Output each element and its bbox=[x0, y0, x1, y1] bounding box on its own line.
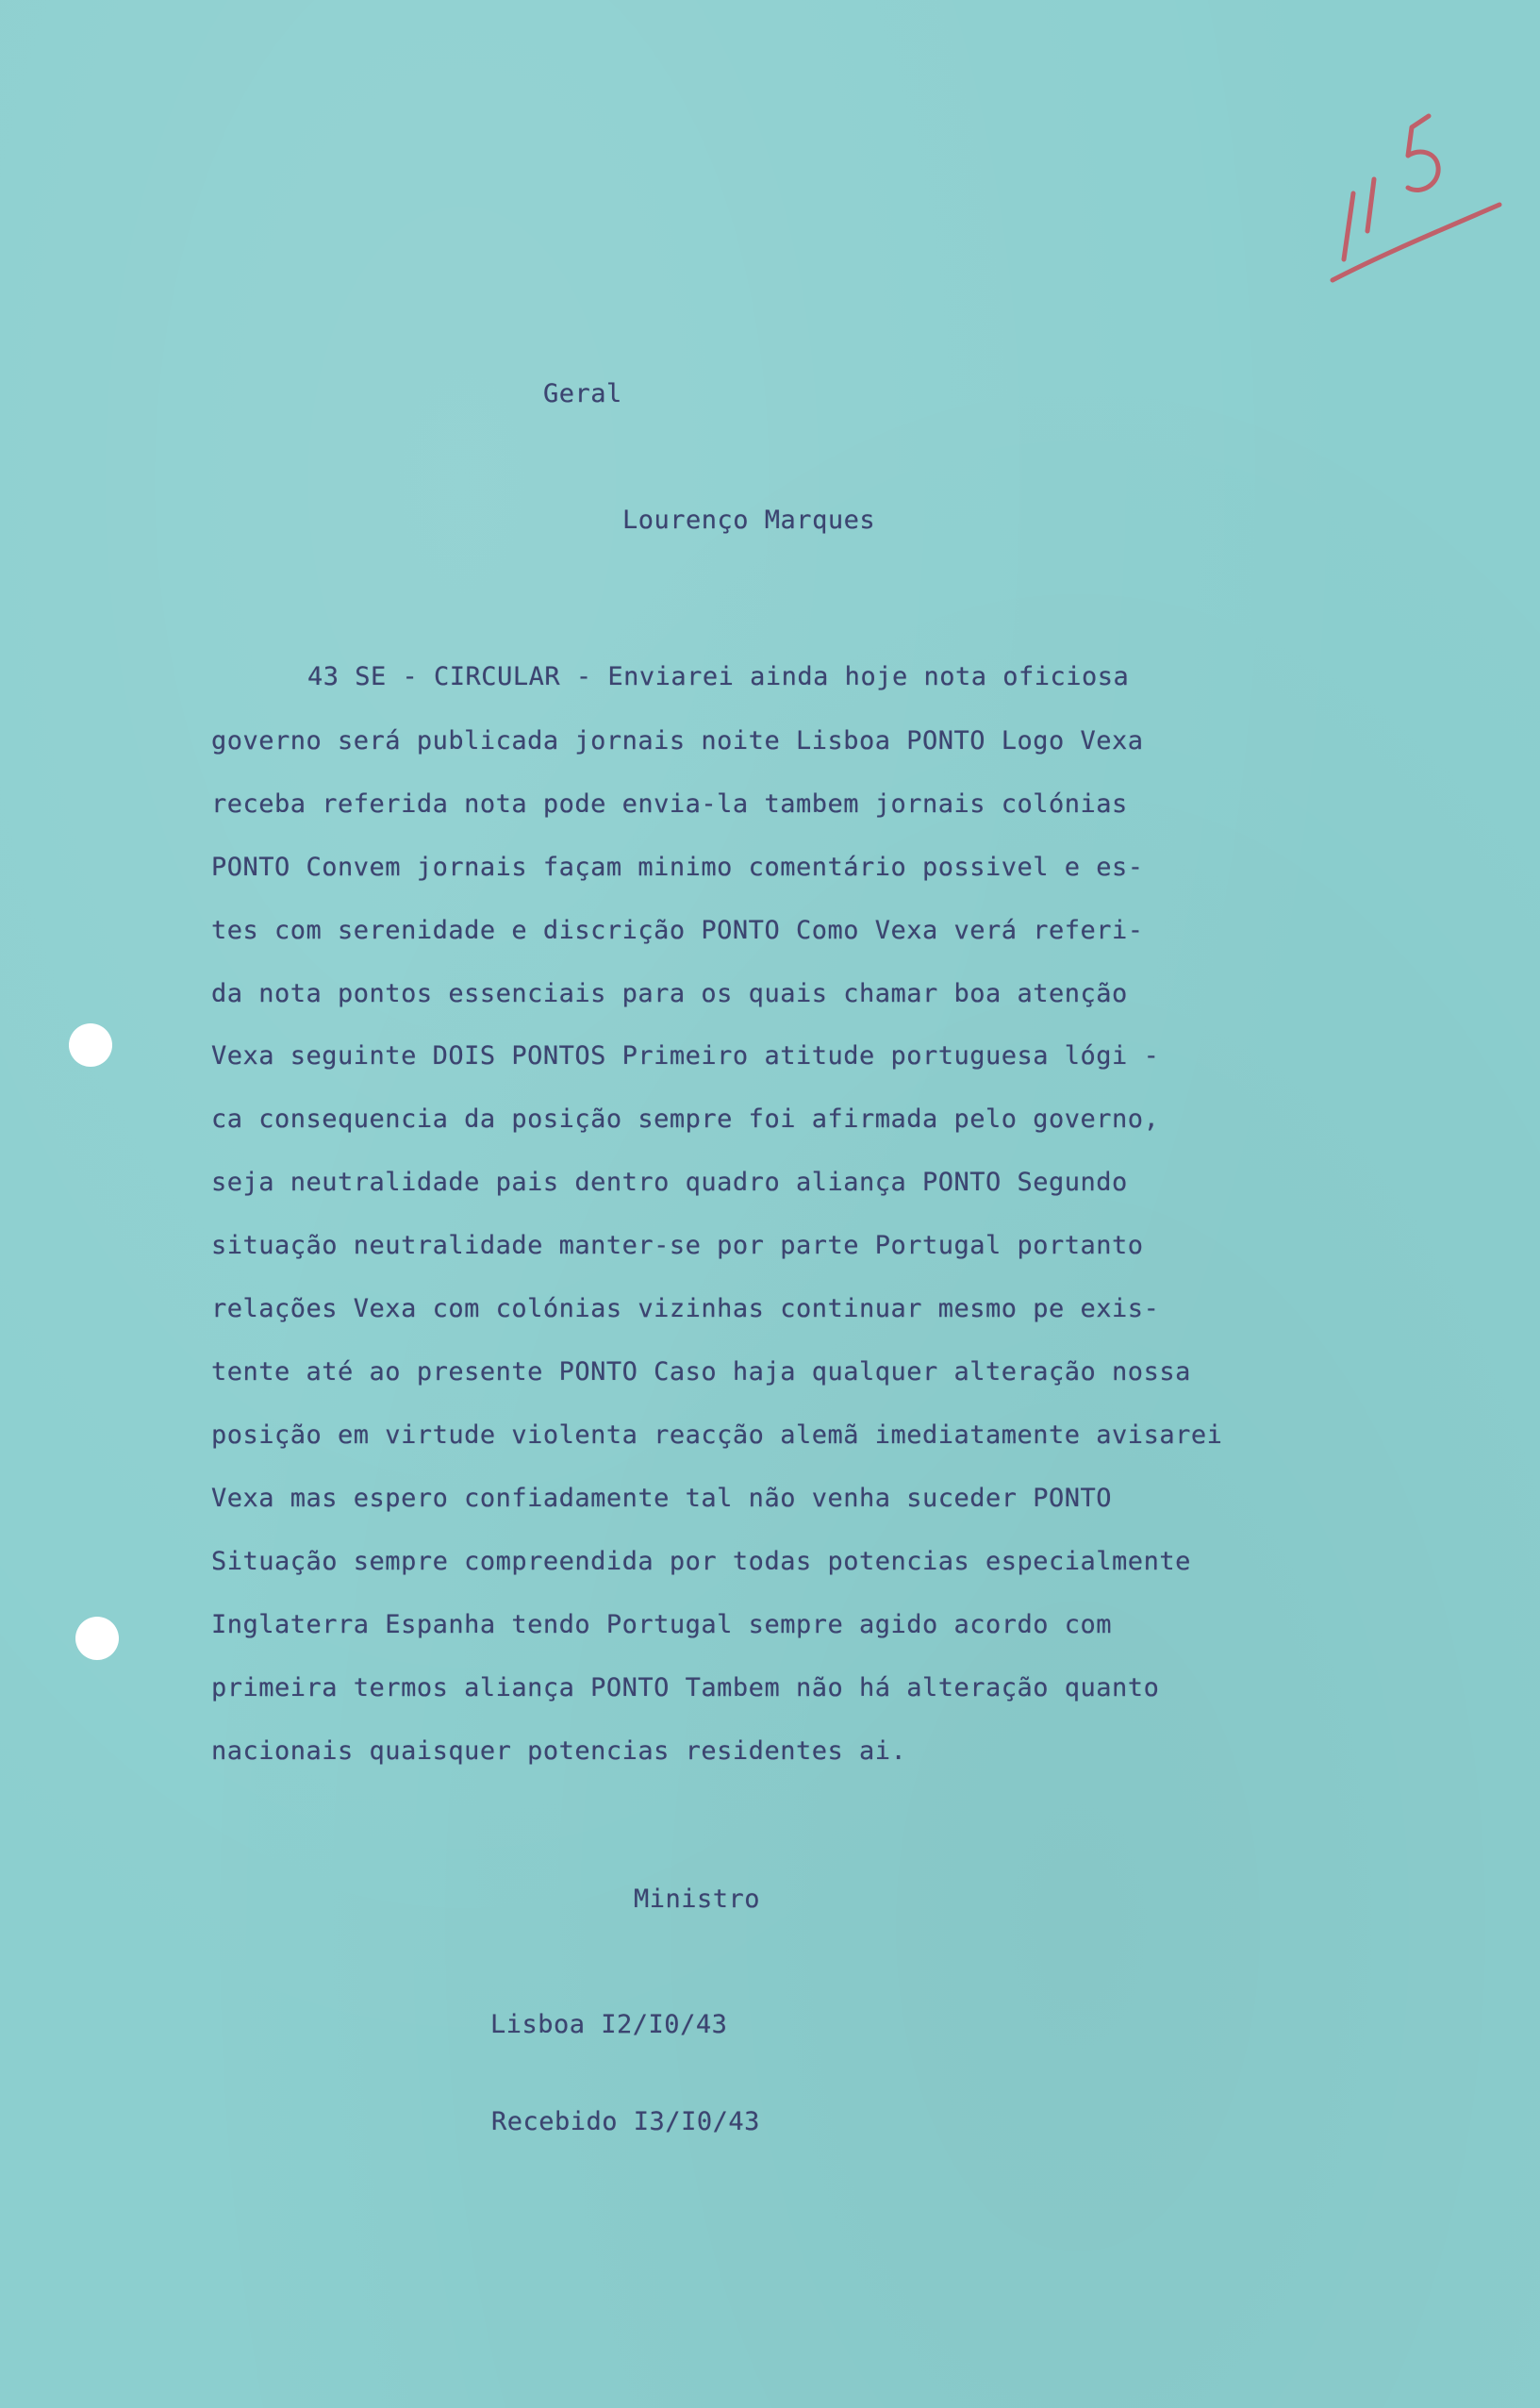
body-line: posição em virtude violenta reacção alemã imediatamente avisarei bbox=[211, 1420, 1223, 1450]
body-line: Situação sempre compreendida por todas potencias especialmente bbox=[211, 1547, 1191, 1576]
body-line: Vexa seguinte DOIS PONTOS Primeiro atitude portuguesa lógi - bbox=[211, 1041, 1160, 1071]
punch-hole bbox=[75, 1617, 119, 1660]
body-line: tes com serenidade e discrição PONTO Como Vexa verá referi- bbox=[211, 916, 1144, 945]
body-line: nacionais quaisquer potencias residentes ai. bbox=[211, 1736, 907, 1766]
sent-date: Lisboa I2/I0/43 bbox=[490, 2010, 728, 2039]
body-line: da nota pontos essenciais para os quais chamar boa atenção bbox=[211, 979, 1128, 1008]
body-line: situação neutralidade manter-se por parte Portugal portanto bbox=[211, 1231, 1144, 1260]
body-line: 43 SE - CIRCULAR - Enviarei ainda hoje nota oficiosa bbox=[307, 662, 1130, 691]
punch-hole bbox=[69, 1023, 112, 1067]
body-line: seja neutralidade pais dentro quadro aliança PONTO Segundo bbox=[211, 1168, 1128, 1197]
received-date: Recebido I3/I0/43 bbox=[491, 2107, 760, 2136]
signature: Ministro bbox=[634, 1885, 761, 1914]
body-line: receba referida nota pode envia-la tambem jornais colónias bbox=[211, 789, 1128, 819]
header-destination: Lourenço Marques bbox=[622, 506, 876, 535]
folio-number-handwritten bbox=[1325, 90, 1514, 307]
body-line: PONTO Convem jornais façam minimo comentário possivel e es- bbox=[211, 853, 1144, 882]
body-line: tente até ao presente PONTO Caso haja qualquer alteração nossa bbox=[211, 1357, 1191, 1387]
body-line: Vexa mas espero confiadamente tal não venha suceder PONTO bbox=[211, 1484, 1113, 1513]
body-line: governo será publicada jornais noite Lisboa PONTO Logo Vexa bbox=[211, 726, 1144, 756]
header-category: Geral bbox=[543, 379, 622, 408]
body-line: relações Vexa com colónias vizinhas continuar mesmo pe exis- bbox=[211, 1294, 1160, 1323]
body-line: Inglaterra Espanha tendo Portugal sempre agido acordo com bbox=[211, 1610, 1113, 1639]
body-line: primeira termos aliança PONTO Tambem não há alteração quanto bbox=[211, 1673, 1160, 1702]
body-line: ca consequencia da posição sempre foi afirmada pelo governo, bbox=[211, 1104, 1160, 1134]
